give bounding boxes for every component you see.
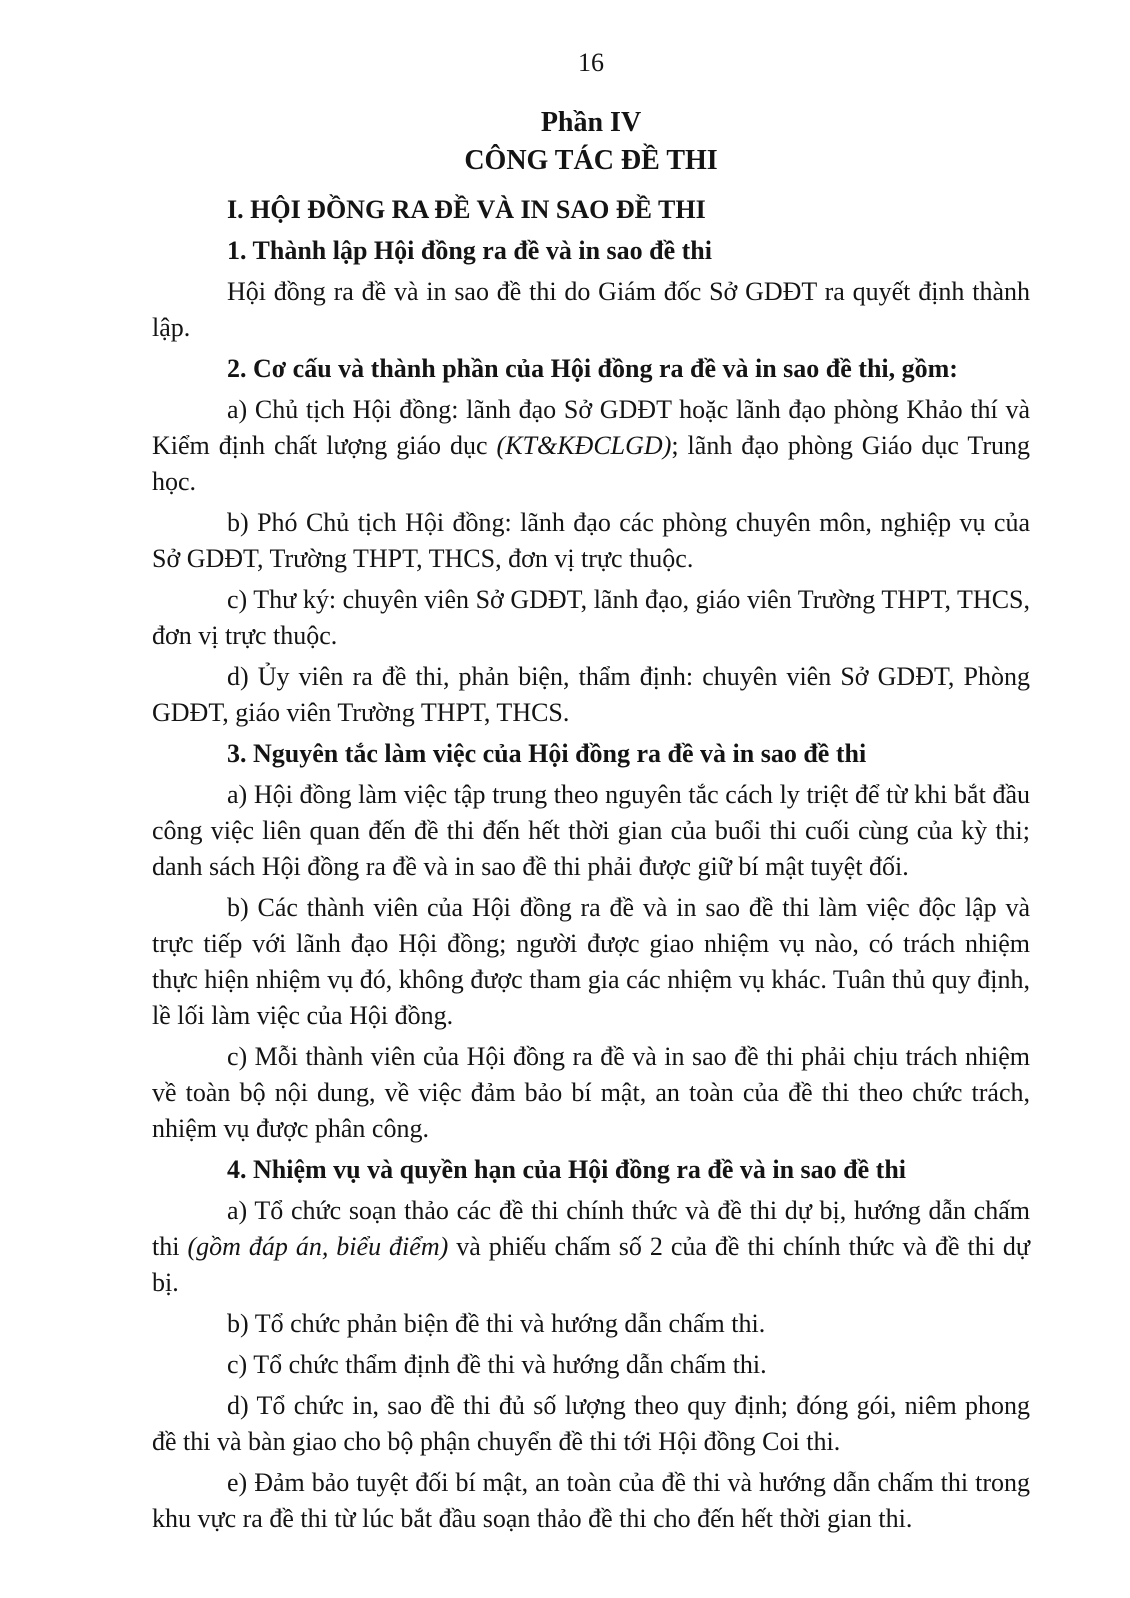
item-2d: d) Ủy viên ra đề thi, phản biện, thẩm định: chuyên viên Sở GDĐT, Phòng GDĐT, giáo viên Trường THPT, THCS.	[152, 662, 1030, 727]
document-body	[152, 192, 1030, 1537]
text-segment: a) Tổ chức soạn thảo các đề thi chính thức và đề thi dự bị, hướng dẫn chấm thi	[152, 1196, 1030, 1261]
item-4d: d) Tổ chức in, sao đề thi đủ số lượng theo quy định; đóng gói, niêm phong đề thi và bàn giao cho bộ phận chuyển đề thi tới Hội đồng Coi thi.	[152, 1391, 1030, 1456]
item-4a	[152, 1193, 1030, 1301]
section-I-heading: I. HỘI ĐỒNG RA ĐỀ VÀ IN SAO ĐỀ THI	[227, 195, 706, 224]
item-3a: a) Hội đồng làm việc tập trung theo nguyên tắc cách ly triệt để từ khi bắt đầu công việc liên quan đến đề thi đến hết thời gian của buổi thi cuối cùng của kỳ thi; danh sách Hội đồng ra đề và in sao đề thi phải được giữ bí mật tuyệt đối.	[152, 780, 1030, 881]
text-segment: và phiếu chấm số 2 của đề thi chính thức và đề thi dự bị.	[152, 1232, 1031, 1297]
item-3-heading: 3. Nguyên tắc làm việc của Hội đồng ra đề và in sao đề thi	[227, 739, 867, 768]
document-section-title: CÔNG TÁC ĐỀ THI	[464, 145, 718, 176]
item-3c: c) Mỗi thành viên của Hội đồng ra đề và in sao đề thi phải chịu trách nhiệm về toàn bộ nội dung, về việc đảm bảo bí mật, an toàn của đề thi theo chức trách, nhiệm vụ được phân công.	[152, 1042, 1030, 1143]
item-1-body: Hội đồng ra đề và in sao đề thi do Giám đốc Sở GDĐT ra quyết định thành lập.	[152, 277, 1030, 342]
item-2c: c) Thư ký: chuyên viên Sở GDĐT, lãnh đạo, giáo viên Trường THPT, THCS, đơn vị trực thuộc.	[152, 585, 1030, 650]
item-2b: b) Phó Chủ tịch Hội đồng: lãnh đạo các phòng chuyên môn, nghiệp vụ của Sở GDĐT, Trường THPT, THCS, đơn vị trực thuộc.	[152, 508, 1030, 573]
item-2a	[152, 392, 1030, 500]
item-1-heading: 1. Thành lập Hội đồng ra đề và in sao đề thi	[227, 236, 712, 265]
italic-text-segment: (gồm đáp án, biểu điểm)	[187, 1232, 449, 1261]
text-segment: a) Chủ tịch Hội đồng: lãnh đạo Sở GDĐT hoặc lãnh đạo phòng Khảo thí và Kiểm định chất lượng giáo dục	[152, 395, 1030, 460]
text-segment: ; lãnh đạo phòng Giáo dục Trung học.	[152, 431, 1030, 496]
item-2-heading: 2. Cơ cấu và thành phần của Hội đồng ra đề và in sao đề thi, gồm:	[227, 354, 958, 383]
item-3b: b) Các thành viên của Hội đồng ra đề và in sao đề thi làm việc độc lập và trực tiếp với lãnh đạo Hội đồng; người được giao nhiệm vụ nào, có trách nhiệm thực hiện nhiệm vụ đó, không được tham gia các nhiệm vụ khác. Tuân thủ quy định, lề lối làm việc của Hội đồng.	[152, 893, 1030, 1030]
item-4c: c) Tổ chức thẩm định đề thi và hướng dẫn chấm thi.	[227, 1350, 767, 1379]
item-4-heading: 4. Nhiệm vụ và quyền hạn của Hội đồng ra đề và in sao đề thi	[227, 1155, 907, 1184]
page-number: 16	[578, 48, 604, 77]
document-part-title: Phần IV	[540, 107, 642, 138]
item-4b: b) Tổ chức phản biện đề thi và hướng dẫn chấm thi.	[227, 1309, 766, 1338]
italic-text-segment: (KT&KĐCLGD)	[496, 431, 672, 460]
item-4e: e) Đảm bảo tuyệt đối bí mật, an toàn của đề thi và hướng dẫn chấm thi trong khu vực ra đề thi từ lúc bắt đầu soạn thảo đề thi cho đến hết thời gian thi.	[152, 1468, 1030, 1533]
document-title-block	[152, 104, 1030, 180]
